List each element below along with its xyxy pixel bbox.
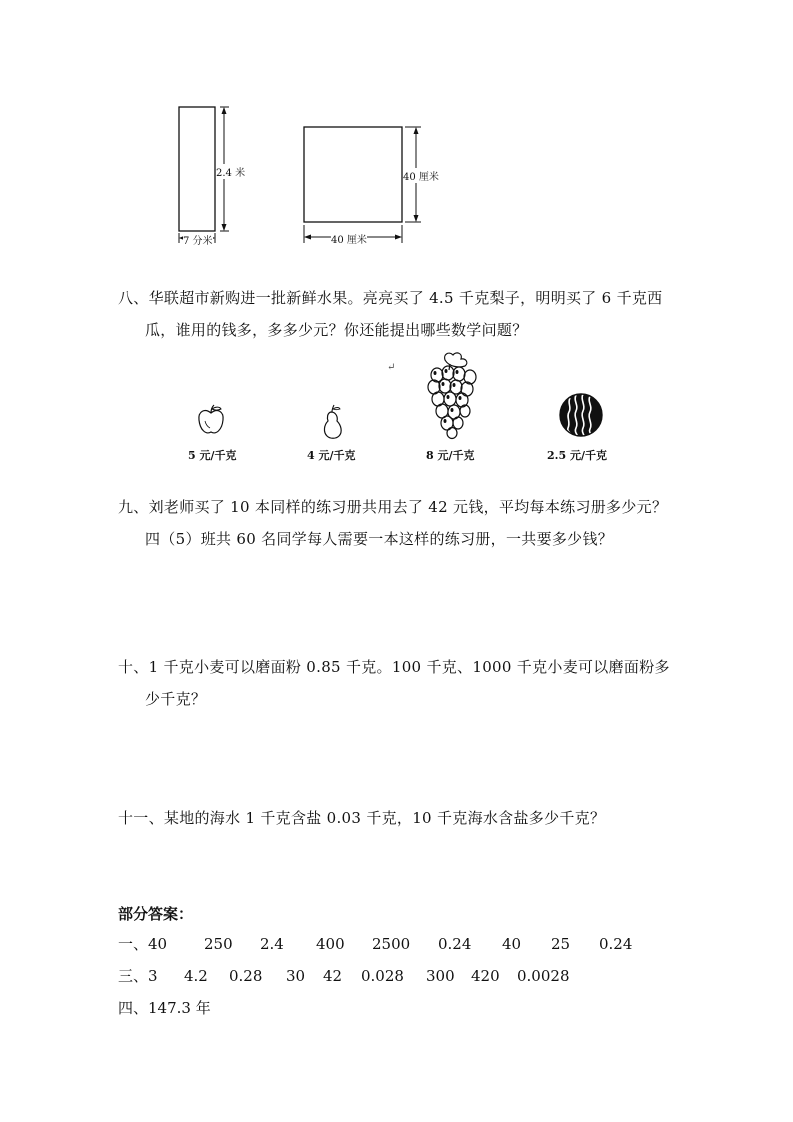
answer-cell: 420 (471, 967, 500, 985)
answer-cell: 一、40 (118, 935, 168, 953)
answers-row-4 (118, 998, 211, 1018)
answer-cell: 0.28 (229, 967, 263, 985)
answer-cell: 25 (551, 935, 571, 953)
answer-cell: 0.0028 (517, 967, 570, 985)
apple-price: 5 元/千克 (188, 449, 237, 462)
grapes-icon (425, 350, 481, 440)
square-height-label: 40 厘米 (403, 168, 439, 183)
watermelon-icon (556, 392, 606, 438)
answer-cell: 2500 (372, 935, 411, 953)
answer-cell: 42 (323, 967, 343, 985)
apple-icon (195, 404, 227, 438)
pear-price: 4 元/千克 (307, 449, 356, 462)
answer-cell: 4.2 (184, 967, 208, 985)
pear-icon (318, 404, 346, 440)
answer-cell: 0.028 (361, 967, 404, 985)
answer-cell: 250 (204, 935, 233, 953)
rect-height-label: 2.4 米 (216, 164, 245, 179)
rect-width-label: 7 分米 (183, 232, 213, 247)
answer-cell: 四、147.3 年 (118, 999, 211, 1017)
square (304, 127, 402, 222)
answer-cell: 0.24 (599, 935, 633, 953)
question-8-line2: 瓜，谁用的钱多，多多少元？你还能提出哪些数学问题？ (145, 321, 528, 339)
question-10-line1: 十、1 千克小麦可以磨面粉 0.85 千克。100 千克、1000 千克小麦可以磨面粉多 (118, 658, 670, 676)
answer-cell: 400 (316, 935, 345, 953)
question-10-line2: 少千克？ (145, 690, 207, 708)
answer-cell: 三、3 (118, 967, 158, 985)
answer-cell: 0.24 (438, 935, 472, 953)
question-11-line1: 十一、某地的海水 1 千克含盐 0.03 千克，10 千克海水含盐多少千克？ (118, 809, 606, 827)
answer-cell: 40 (502, 935, 522, 953)
question-8-line1: 八、华联超市新购进一批新鲜水果。亮亮买了 4.5 千克梨子，明明买了 6 千克西 (118, 289, 663, 307)
answers-row-3 (118, 966, 570, 986)
answer-cell: 300 (426, 967, 455, 985)
square-width-label: 40 厘米 (331, 231, 367, 246)
answers-title: 部分答案： (118, 905, 194, 923)
tall-rectangle (179, 107, 215, 231)
answer-cell: 2.4 (260, 935, 284, 953)
answers-row-1 (118, 934, 632, 954)
answer-cell: 30 (286, 967, 306, 985)
return-mark: ↵ (387, 362, 396, 373)
question-9-line1: 九、刘老师买了 10 本同样的练习册共用去了 42 元钱，平均每本练习册多少元？ (118, 498, 668, 516)
question-9-line2: 四（5）班共 60 名同学每人需要一本这样的练习册，一共要多少钱？ (145, 530, 614, 548)
grapes-price: 8 元/千克 (426, 449, 475, 462)
watermelon-price: 2.5 元/千克 (547, 449, 607, 462)
